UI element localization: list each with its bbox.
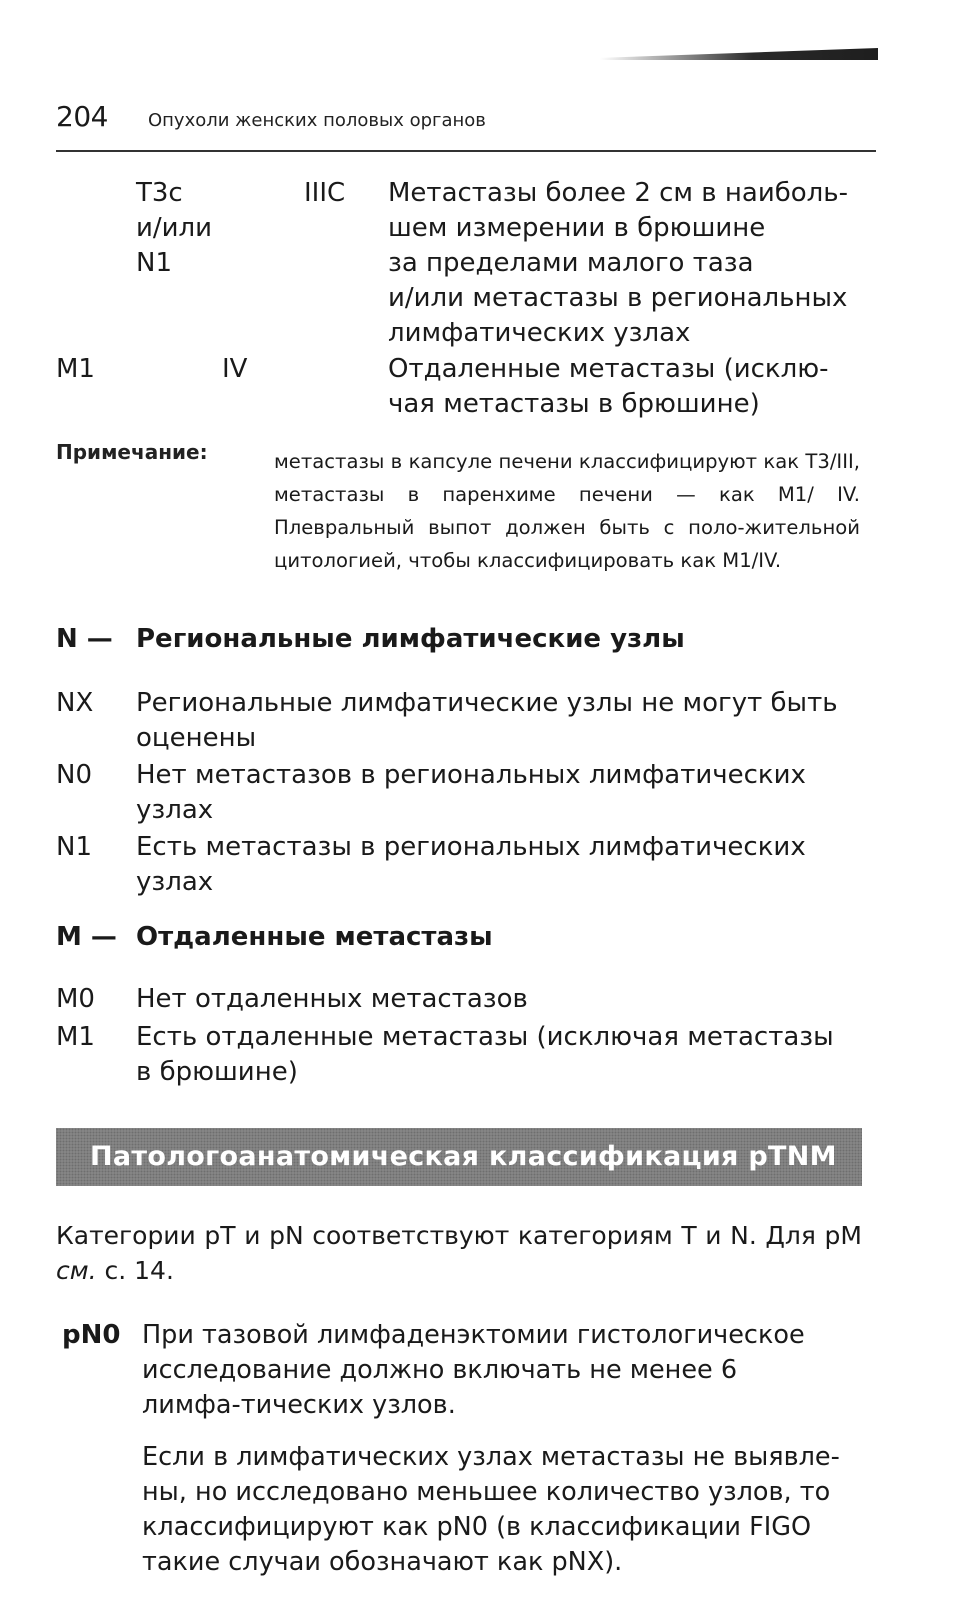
item-text: Нет отдаленных метастазов	[136, 984, 528, 1014]
section-n-title: Региональные лимфатические узлы	[136, 624, 685, 654]
item-text: Региональные лимфатические узлы не могут быть оценены	[136, 688, 838, 753]
ptnm-intro	[56, 1218, 862, 1288]
corner-decoration	[600, 48, 878, 60]
pn0-text: При тазовой лимфаденэктомии гистологическое исследование должно включать не менее 6 лимфа-тических узлов.	[142, 1320, 805, 1420]
pn0-code: pN0	[62, 1320, 121, 1350]
running-head: Опухоли женских половых органов	[148, 110, 486, 131]
staging-desc-iv: Отдаленные метастазы (исклю- чая метастазы в брюшине)	[388, 354, 829, 419]
note-label: Примечание:	[56, 440, 208, 464]
staging-desc-iiic: Метастазы более 2 см в наиболь- шем измерении в брюшине за пределами малого таза и/или метастазы в региональных лимфатических узлах	[388, 178, 848, 348]
item-code: M0	[56, 984, 95, 1014]
item-code: N1	[56, 832, 92, 862]
section-n-heading	[56, 624, 685, 654]
staging-tnm-m1: M1	[56, 354, 95, 384]
section-m-heading	[56, 922, 493, 952]
item-text: Есть метастазы в региональных лимфатических узлах	[136, 832, 806, 897]
item-code: NX	[56, 688, 94, 718]
section-m-title: Отдаленные метастазы	[136, 922, 493, 952]
pn0-text-continued: Если в лимфатических узлах метастазы не выявле-ны, но исследовано меньшее количество узлов, то классифицируют как pN0 (в классификации FIGO такие случаи обозначают как pNX).	[142, 1442, 840, 1577]
staging-tnm-t3c: T3c и/или N1	[136, 178, 213, 278]
ptnm-banner: Патологоанатомическая классификация pTNM	[56, 1128, 862, 1186]
page-header	[56, 100, 876, 152]
ptnm-intro-before: Категории pT и pN соответствуют категориям T и N. Для pM	[56, 1221, 862, 1250]
staging-stage-iiic: IIIC	[304, 178, 346, 208]
staging-stage-iv: IV	[222, 354, 248, 384]
ptnm-intro-italic: см.	[56, 1256, 97, 1285]
note-text: метастазы в капсуле печени классифицируют как T3/III, метастазы в паренхиме печени — как M1/ IV. Плевральный выпот должен быть с поло-жительной цитологией, чтобы классифицировать как M1/IV.	[274, 450, 860, 572]
section-m-prefix: M —	[56, 922, 117, 952]
item-code: N0	[56, 760, 92, 790]
item-text: Нет метастазов в региональных лимфатических узлах	[136, 760, 806, 825]
ptnm-intro-after: с. 14.	[96, 1256, 174, 1285]
page-number: 204	[56, 100, 108, 133]
section-n-prefix: N —	[56, 624, 113, 654]
item-text: Есть отдаленные метастазы (исключая метастазы в брюшине)	[136, 1022, 834, 1087]
item-code: M1	[56, 1022, 95, 1052]
